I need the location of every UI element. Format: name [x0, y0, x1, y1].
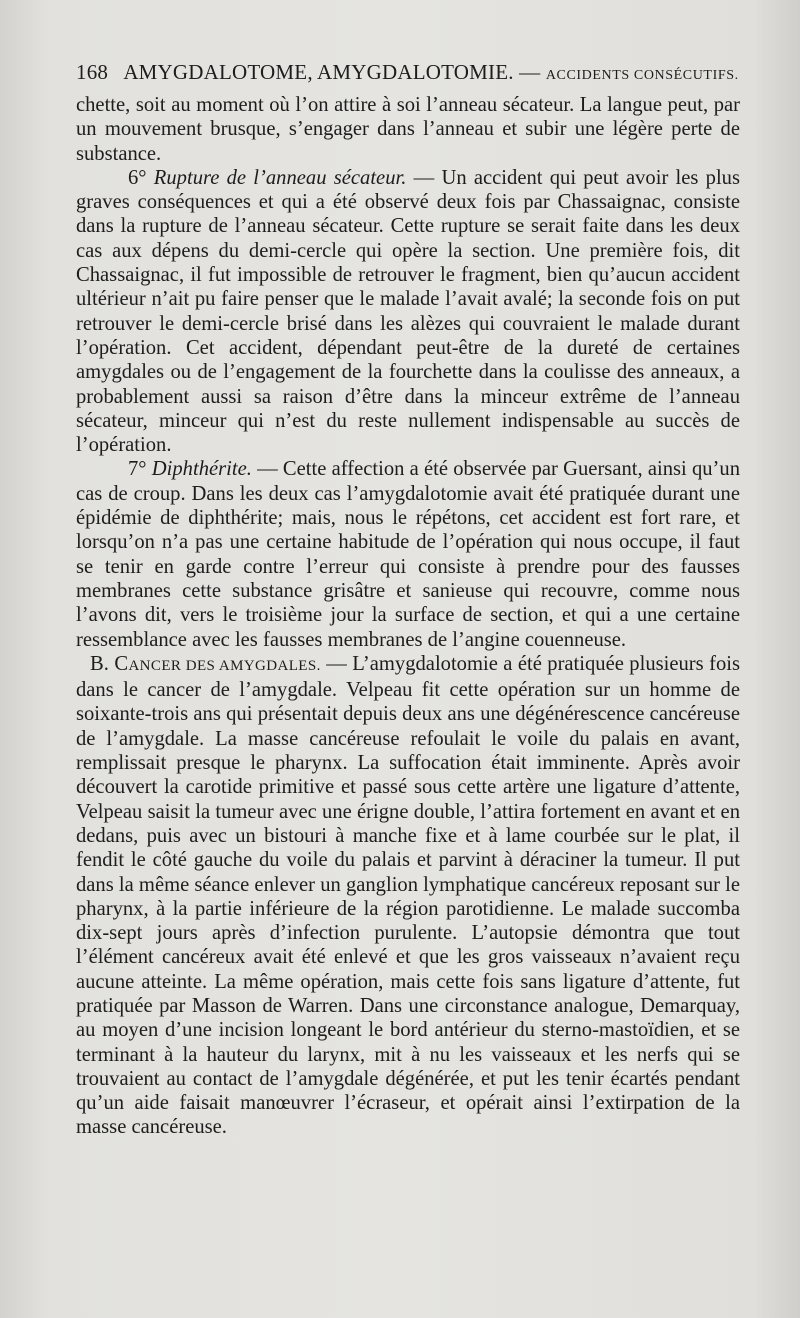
paragraph-cancer: [76, 652, 740, 1140]
paragraph-rupture: [76, 166, 740, 458]
paragraph-continuation: chette, soit au moment où l’on attire à soi l’anneau sécateur. La langue peut, par un mouvement brusque, s’engager dans l’anneau et subir une légère perte de substance.: [76, 94, 740, 165]
item-heading: Rupture de l’anneau sécateur.: [153, 166, 407, 189]
section-text: — L’amygdalotomie a été pratiquée plusieurs fois dans le cancer de l’amygdale. Velpeau fit cette opération sur un homme de soixante-trois ans qui présentait depuis deux ans une dégénérescence cancéreuse de l’amygdale. La masse cancéreuse refoulait le voile du palais en avant, remplissait presque le pharynx. La suffocation était imminente. Après avoir découvert la carotide primitive et passé sous cette artère une ligature d’attente, Velpeau saisit la tumeur avec une érigne double, l’attira fortement en avant et en dedans, puis avec un bistouri à manche fixe et à lame courbée sur le plat, il fendit le côté gauche du voile du palais et parvint à déraciner la tumeur. Il put dans la même séance enlever un ganglion lymphatique cancéreux reposant sur le pharynx, à la partie inférieure de la région parotidienne. Le malade succomba dix-sept jours après d’infection purulente. L’autopsie démontra que tout l’élément cancéreux avait été enlevé et que les gros vaisseaux n’avaient reçu aucune atteinte. La même opération, mais cette fois sans ligature d’attente, fut pratiquée par Masson de Warren. Dans une circonstance analogue, Demarquay, au moyen d’une incision longeant le bord antérieur du sterno-mastoïdien, et se terminant à la hauteur du larynx, mit à nu les vaisseaux et les nerfs qui se trouvaient au contact de l’amygdale dégénérée, et put les tenir écartés pendant qu’un aide faisait manœuvrer l’écraseur, et opérait ainsi l’extirpation de la masse cancéreuse.: [76, 652, 740, 1139]
item-text: — Un accident qui peut avoir les plus graves conséquences et qui a été observé deux fois par Chassaignac, consiste dans la rupture de l’anneau sécateur. Cette rupture se serait faite dans les deux cas aux dépens du demi-cercle qui opère la section. Une première fois, dit Chassaignac, il fut impossible de retrouver le fragment, bien qu’aucun accident ultérieur n’ait pu faire penser que le malade l’avait avalé; la seconde fois on put retrouver le demi-cercle brisé dans les alèzes qui couvraient le malade durant l’opération. Cet accident, dépendant peut-être de la dureté de certaines amygdales ou de l’engagement de la fourchette dans la coulisse des anneaux, a probablement aussi sa raison d’être dans la minceur extrême de l’anneau sécateur, minceur qui n’est du reste nullement indispensable au succès de l’opération.: [76, 166, 740, 457]
item-text: — Cette affection a été observée par Guersant, ainsi qu’un cas de croup. Dans les deux cas l’amygdalotomie avait été pratiquée durant une épidémie de diphthérite; mais, nous le répétons, cet accident est fort rare, et lorsqu’on n’a pas une certaine habitude de l’opération qui nous occupe, il faut se tenir en garde contre l’erreur qui consiste à prendre pour des fausses membranes cette substance grisâtre et sanieuse qui recouvre, comme nous l’avons dit, vers le troisième jour la surface de section, et qui a une certaine ressemblance avec les fausses membranes de l’angine couenneuse.: [76, 458, 741, 651]
page-number: 168: [76, 60, 109, 84]
paragraph-diphtherite: [76, 457, 740, 651]
item-number: 6°: [128, 166, 147, 189]
item-heading: Diphthérite.: [151, 458, 252, 481]
item-number: 7°: [128, 458, 147, 481]
header-title: AMYGDALOTOME, AMYGDALOTOMIE.: [123, 60, 514, 84]
page-body: [76, 93, 740, 1140]
section-heading: CANCER DES AMYGDALES.: [114, 652, 321, 675]
running-header: [76, 60, 739, 85]
header-dash: —: [519, 60, 541, 84]
section-letter: B.: [90, 652, 109, 675]
header-section: ACCIDENTS CONSÉCUTIFS.: [545, 68, 739, 83]
